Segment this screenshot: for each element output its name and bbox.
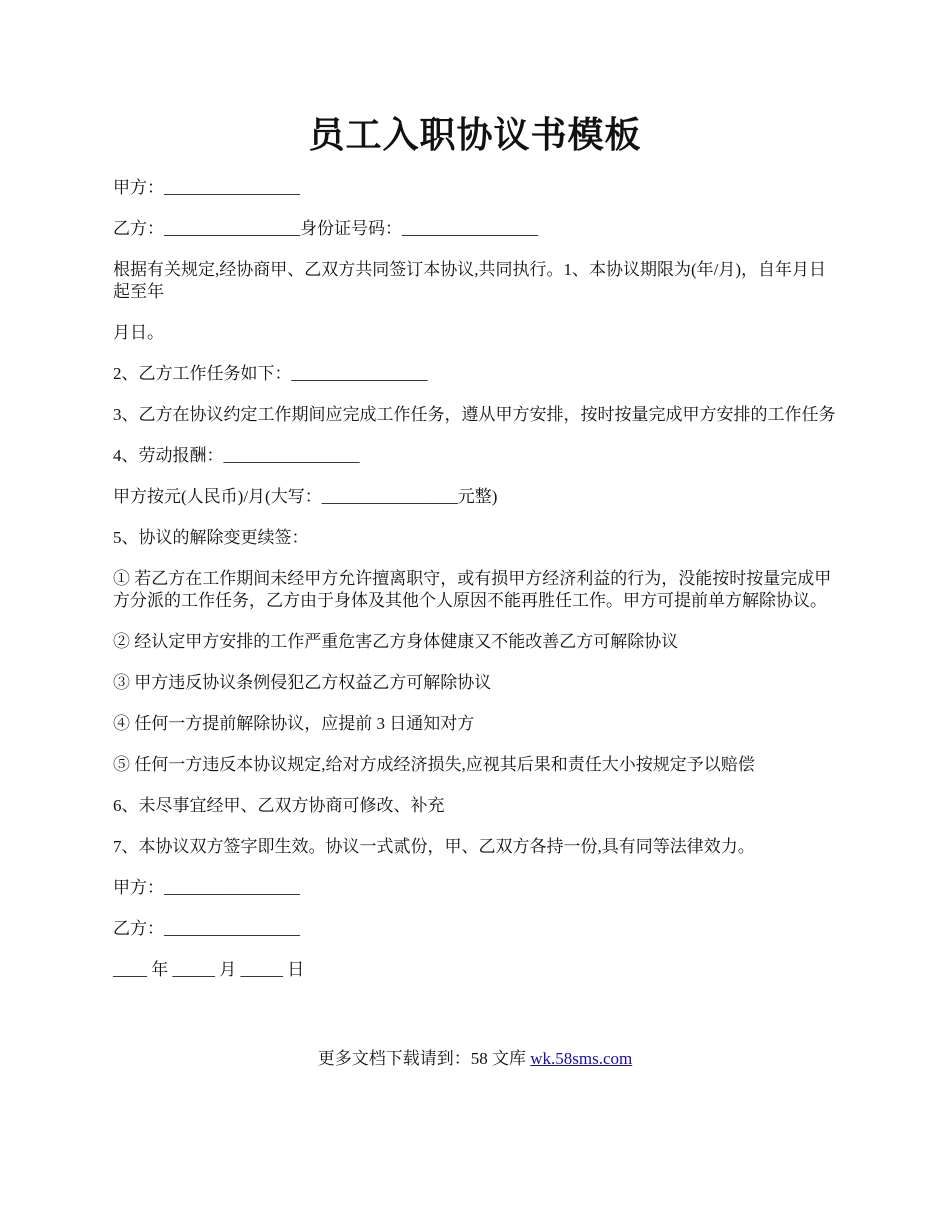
signature-party-b: 乙方：________________ [113, 919, 300, 938]
clause-2-work-tasks: 2、乙方工作任务如下：________________ [113, 364, 428, 383]
footer-text: 更多文档下载请到：58 文库 [317, 1049, 531, 1068]
signature-date-line: ____ 年 _____ 月 _____ 日 [113, 960, 305, 979]
agreement-term-end-line: 月日。 [113, 323, 164, 342]
party-a-line: 甲方：________________ [113, 178, 300, 197]
clause-4-remuneration: 4、劳动报酬：________________ [113, 446, 360, 465]
footer [0, 1048, 950, 1070]
salary-amount-line: 甲方按元(人民币)/月(大写：________________元整) [113, 487, 498, 506]
footer-link[interactable]: wk.58sms.com [530, 1049, 633, 1068]
termination-item-2: ② 经认定甲方安排的工作严重危害乙方身体健康又不能改善乙方可解除协议 [113, 632, 679, 651]
clause-6-amendments: 6、未尽事宜经甲、乙双方协商可修改、补充 [113, 796, 445, 815]
document-body [113, 177, 841, 1000]
termination-item-3: ③ 甲方违反协议条例侵犯乙方权益乙方可解除协议 [113, 673, 492, 692]
termination-item-5: ⑤ 任何一方违反本协议规定,给对方成经济损失,应视其后果和责任大小按规定予以赔偿 [113, 755, 755, 774]
clause-3-task-completion: 3、乙方在协议约定工作期间应完成工作任务，遵从甲方安排，按时按量完成甲方安排的工作任务 [113, 405, 836, 424]
signature-party-a: 甲方：________________ [113, 878, 300, 897]
party-b-id-line: 乙方：________________身份证号码：________________ [113, 219, 538, 238]
clause-5-termination-heading: 5、协议的解除变更续签： [113, 528, 309, 547]
agreement-intro-paragraph: 根据有关规定,经协商甲、乙双方共同签订本协议,共同执行。1、本协议期限为(年/月)，自年月日起至年 [113, 260, 827, 301]
clause-7-effectiveness: 7、本协议双方签字即生效。协议一式贰份，甲、乙双方各持一份,具有同等法律效力。 [113, 837, 755, 856]
document-title: 员工入职协议书模板 [308, 115, 642, 155]
termination-item-1: ① 若乙方在工作期间未经甲方允许擅离职守，或有损甲方经济利益的行为，没能按时按量完成甲方分派的工作任务，乙方由于身体及其他个人原因不能再胜任工作。甲方可提前单方解除协议。 [113, 569, 832, 610]
termination-item-4: ④ 任何一方提前解除协议，应提前 3 日通知对方 [113, 714, 475, 733]
